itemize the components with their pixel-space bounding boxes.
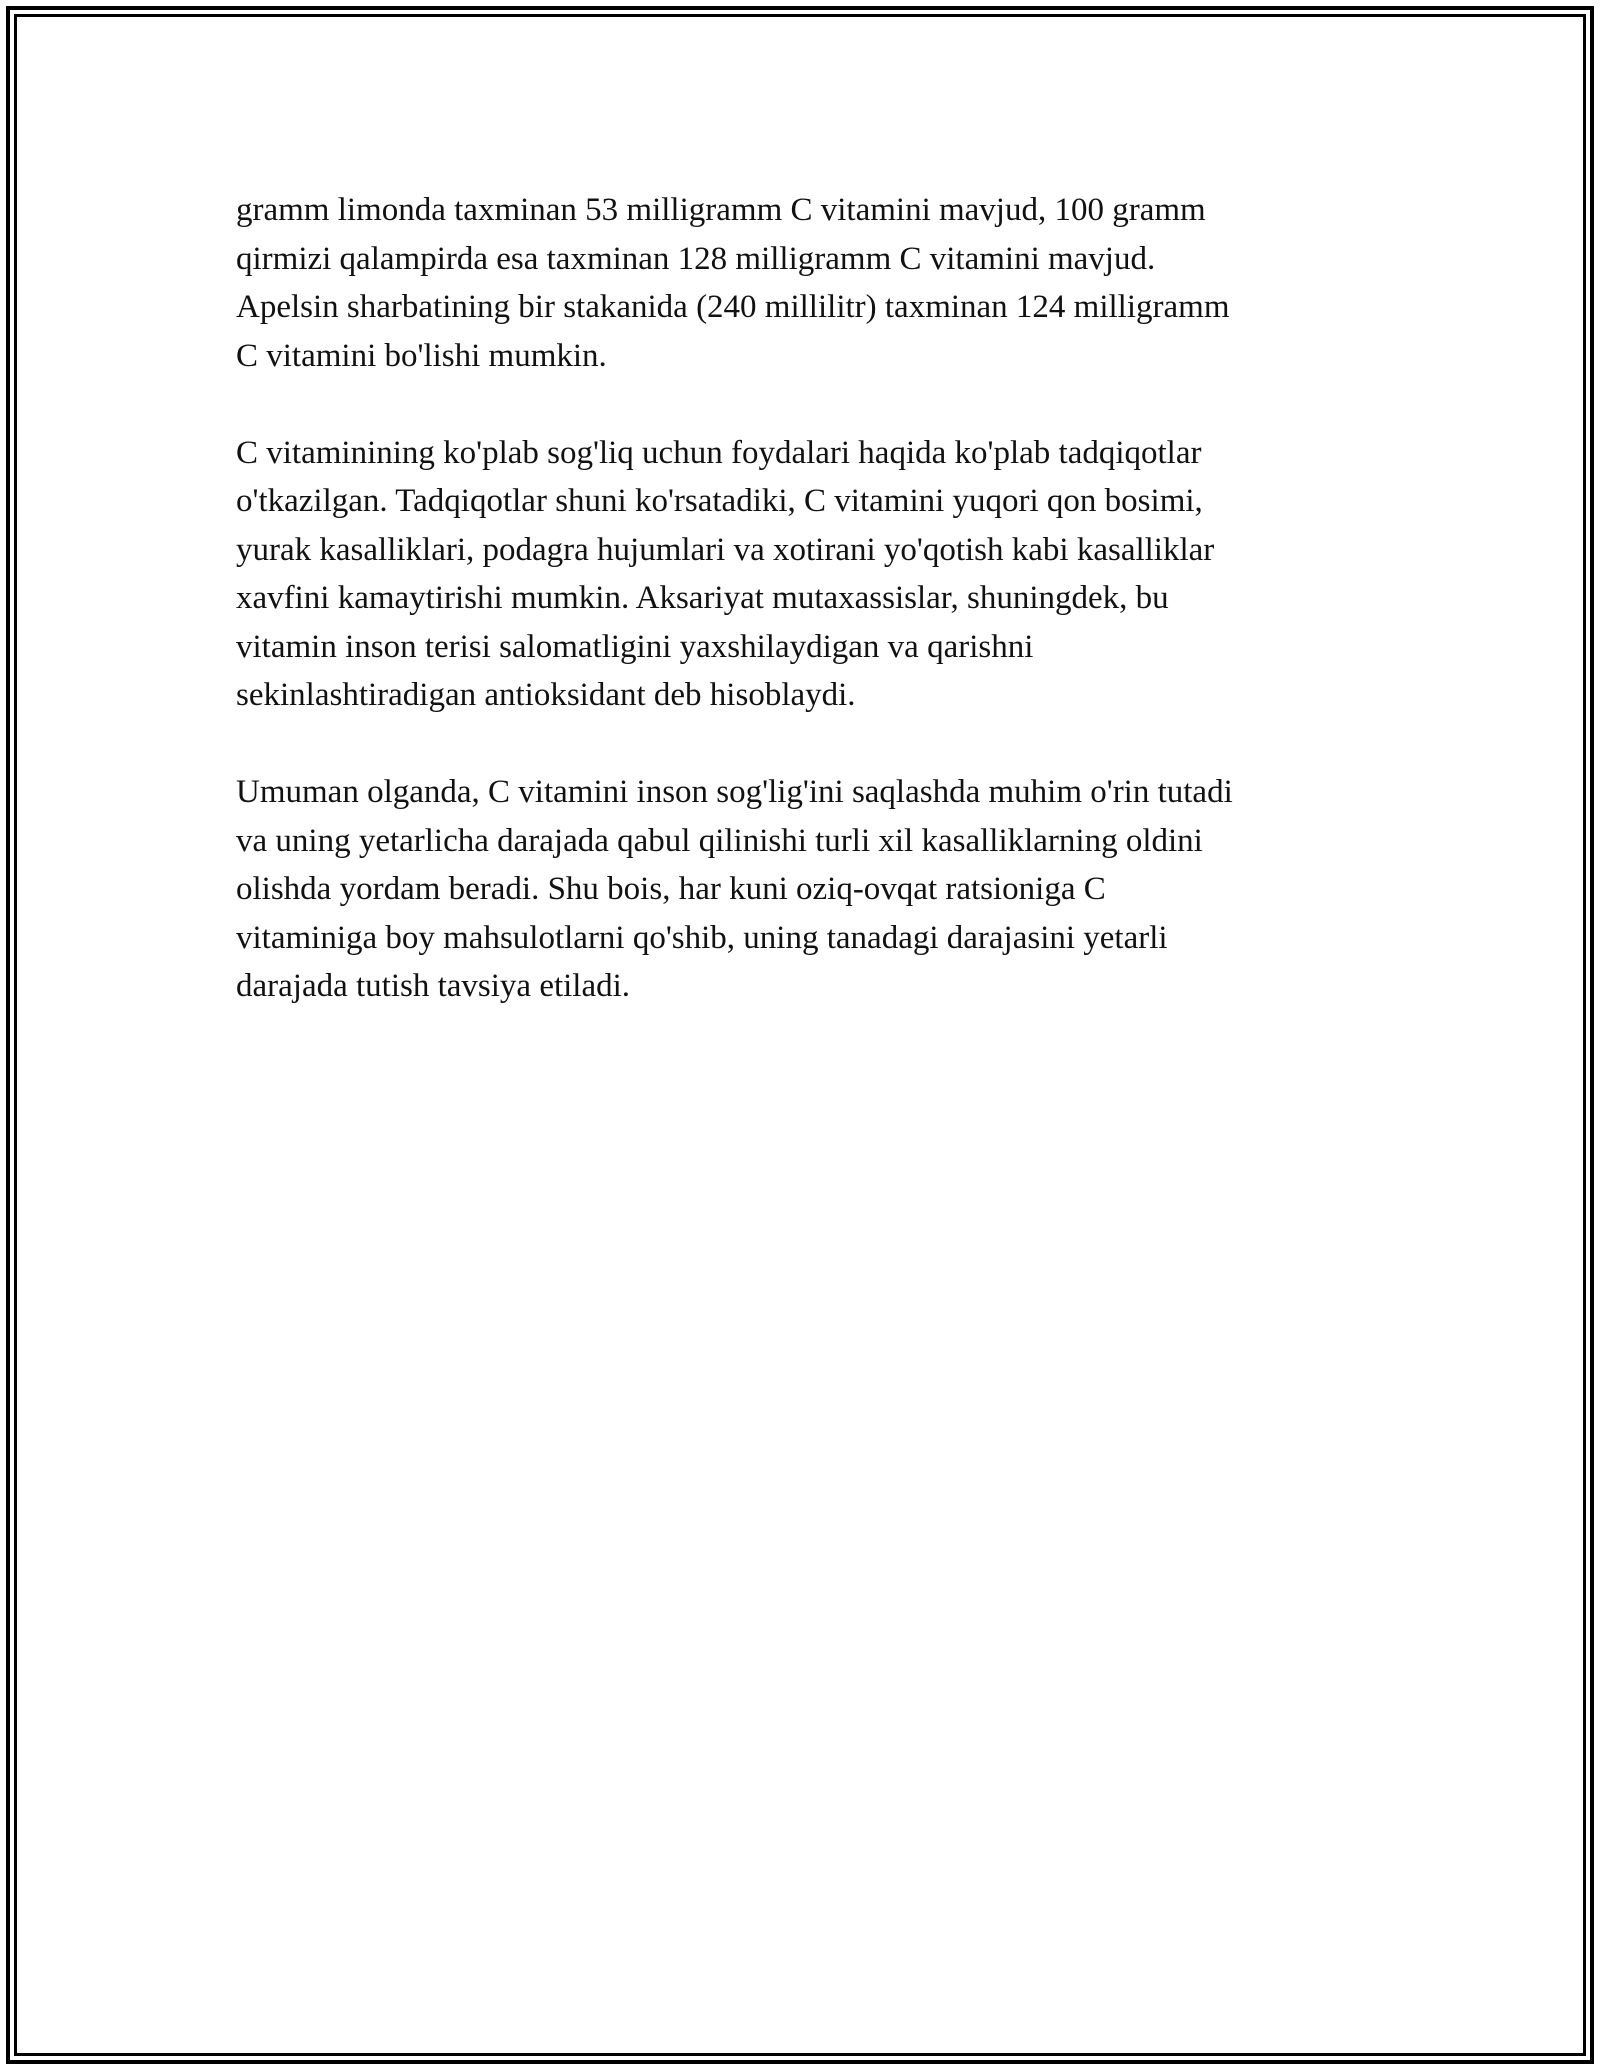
paragraph-health-benefits: C vitaminining ko'plab sog'liq uchun foydalari haqida ko'plab tadqiqotlar o'tkazilgan. Tadqiqotlar shuni ko'rsatadiki, C vitamini yuqori qon bosimi, yurak kasalliklari, podagra hujumlari va xotirani yo'qotish kabi kasalliklar xavfini kamaytirishi mumkin. Aksariyat mutaxassislar, shuningdek, bu vitamin inson terisi salomatligini yaxshilaydigan va qarishni sekinlashtiradigan antioksidant deb hisoblaydi.	[236, 434, 1215, 713]
document-body	[236, 186, 1366, 1059]
paragraph-vitamin-c-sources: gramm limonda taxminan 53 milligramm C vitamini mavjud, 100 gramm qirmizi qalampirda esa taxminan 128 milligramm C vitamini mavjud. Apelsin sharbatining bir stakanida (240 millilitr) taxminan 124 milligramm C vitamini bo'lishi mumkin.	[236, 192, 1230, 374]
paragraph-conclusion: Umuman olganda, C vitamini inson sog'lig'ini saqlashda muhim o'rin tutadi va uning yetarlicha darajada qabul qilinishi turli xil kasalliklarning oldini olishda yordam beradi. Shu bois, har kuni oziq-ovqat ratsioniga C vitaminiga boy mahsulotlarni qo'shib, uning tanadagi darajasini yetarli darajada tutish tavsiya etiladi.	[236, 774, 1233, 1004]
